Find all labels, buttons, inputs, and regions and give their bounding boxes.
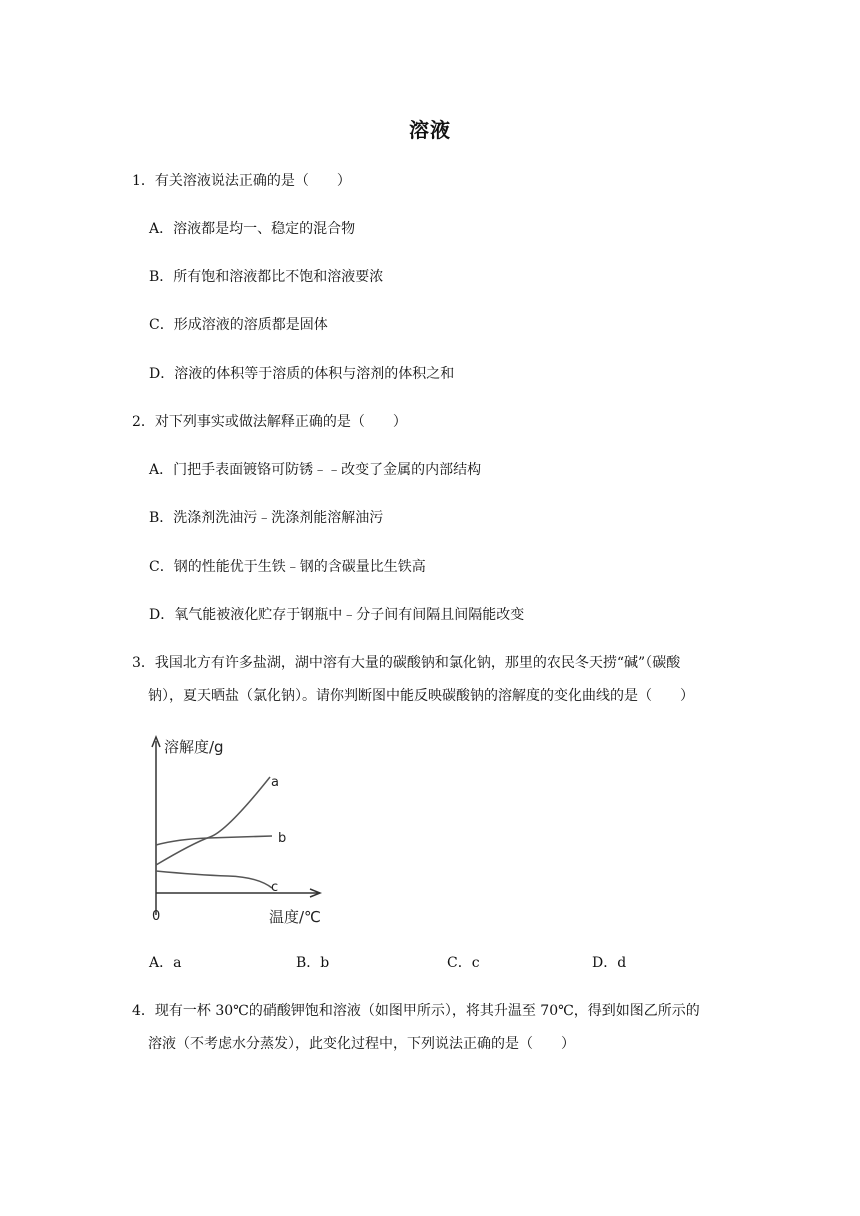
- question-3-answer-a: A．a: [149, 955, 182, 971]
- curve-b: [156, 836, 272, 845]
- x-axis-label: 温度/℃: [269, 908, 321, 925]
- question-2-option-d: D．氧气能被液化贮存于钢瓶中﹣分子间有间隔且间隔能改变: [149, 607, 525, 623]
- curve-a: [156, 777, 270, 865]
- question-1-option-c: C．形成溶液的溶质都是固体: [149, 317, 328, 333]
- question-1-option-a: A．溶液都是均一、稳定的混合物: [149, 221, 356, 237]
- curve-c-label: c: [271, 880, 279, 895]
- question-2-option-a: A．门把手表面镀铬可防锈﹣﹣改变了金属的内部结构: [149, 462, 482, 478]
- question-3-stem-line-1: 3．我国北方有许多盐湖，湖中溶有大量的碳酸钠和氯化钠，那里的农民冬天捞“碱”（碳酸: [132, 655, 681, 671]
- y-axis-label: 溶解度/g: [164, 738, 224, 756]
- question-3-answer-c: C．c: [447, 955, 480, 971]
- solubility-curve-figure: [148, 733, 328, 925]
- page-title: 溶液: [409, 118, 451, 142]
- question-2-option-b: B．洗涤剂洗油污﹣洗涤剂能溶解油污: [149, 510, 384, 526]
- curve-b-label: b: [278, 831, 287, 846]
- origin-label: 0: [152, 909, 161, 924]
- question-1-stem: 1．有关溶液说法正确的是（ ）: [132, 173, 351, 189]
- question-3-answer-b: B．b: [296, 955, 330, 971]
- question-1-option-d: D．溶液的体积等于溶质的体积与溶剂的体积之和: [149, 366, 455, 382]
- question-3-stem-line-2: 钠），夏天晒盐（氯化钠）。请你判断图中能反映碳酸钠的溶解度的变化曲线的是（ ）: [148, 688, 694, 704]
- question-2-option-c: C．钢的性能优于生铁﹣钢的含碳量比生铁高: [149, 559, 426, 575]
- question-4-stem-line-1: 4．现有一杯 30℃的硝酸钾饱和溶液（如图甲所示），将其升温至 70℃，得到如图乙所示的: [132, 1003, 700, 1019]
- question-3-answer-d: D．d: [592, 955, 627, 971]
- curve-c: [156, 871, 272, 888]
- question-2-stem: 2．对下列事实或做法解释正确的是（ ）: [132, 414, 407, 430]
- question-4-stem-line-2: 溶液（不考虑水分蒸发），此变化过程中，下列说法正确的是（ ）: [148, 1036, 575, 1052]
- curve-a-label: a: [271, 775, 279, 790]
- question-1-option-b: B．所有饱和溶液都比不饱和溶液要浓: [149, 269, 384, 285]
